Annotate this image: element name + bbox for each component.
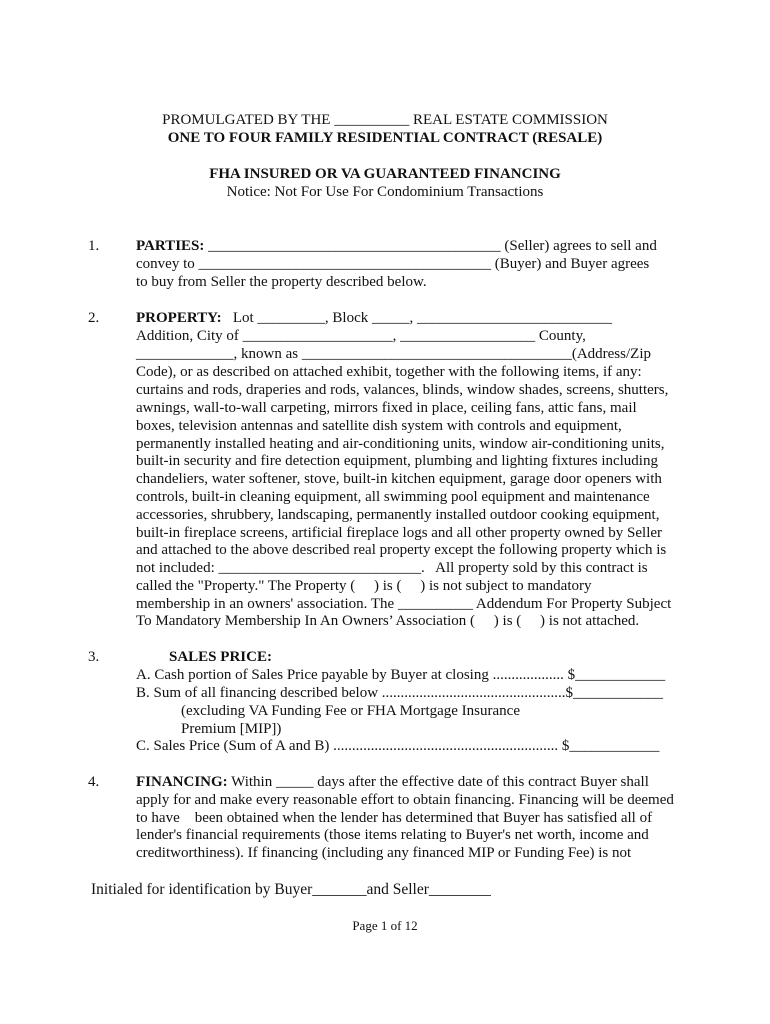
section-2-line: curtains and rods, draperies and rods, valances, blinds, window shades, screens, shutters, — [136, 382, 669, 398]
section-3-heading: SALES PRICE: — [169, 649, 272, 665]
section-2-line: accessories, shrubbery, landscaping, permanently installed outdoor cooking equipment, — [136, 507, 660, 523]
section-2-line: _____________, known as ____________________________________(Address/Zip — [136, 346, 651, 362]
section-2-line: Addition, City of ____________________, __________________ County, — [136, 328, 586, 344]
section-2-line: Code), or as described on attached exhibit, together with the following items, if any: — [136, 364, 642, 380]
header-promulgated: PROMULGATED BY THE __________ REAL ESTATE COMMISSION — [162, 112, 608, 128]
section-1-line — [136, 237, 657, 255]
section-2-line — [136, 309, 612, 327]
section-1-text: _______________________________________ (Seller) agrees to sell and — [204, 238, 657, 254]
section-2-heading: PROPERTY: — [136, 310, 222, 326]
section-4-text: Within _____ days after the effective date of this contract Buyer shall — [227, 774, 649, 790]
section-4-line: to have been obtained when the lender has determined that Buyer has satisfied all of — [136, 810, 653, 826]
sales-price-b: B. Sum of all financing described below .................................................$____________ — [136, 685, 664, 701]
section-2-line: chandeliers, water softener, stove, built-in kitchen equipment, garage door openers with — [136, 471, 662, 487]
section-4-line: apply for and make every reasonable effort to obtain financing. Financing will be deemed — [136, 792, 674, 808]
section-4-heading: FINANCING: — [136, 774, 228, 790]
section-1-line: convey to _______________________________________ (Buyer) and Buyer agrees — [136, 256, 650, 272]
sales-price-b-note: (excluding VA Funding Fee or FHA Mortgage Insurance — [181, 703, 520, 719]
section-4-line — [136, 773, 649, 791]
section-2-line: permanently installed heating and air-conditioning units, window air-conditioning units, — [136, 436, 665, 452]
section-2-line: controls, built-in cleaning equipment, all swimming pool equipment and maintenance — [136, 489, 650, 505]
section-2-line: built-in fireplace screens, artificial fireplace logs and all other property owned by Seller — [136, 525, 663, 541]
initials-line: Initialed for identification by Buyer_______and Seller________ — [91, 881, 491, 898]
financing-title: FHA INSURED OR VA GUARANTEED FINANCING — [209, 166, 561, 182]
section-1-line: to buy from Seller the property described below. — [136, 274, 427, 290]
sales-price-a: A. Cash portion of Sales Price payable by Buyer at closing ................... $____________ — [136, 667, 666, 683]
notice-line: Notice: Not For Use For Condominium Transactions — [226, 184, 544, 200]
section-2-line: not included: ___________________________. All property sold by this contract is — [136, 560, 648, 576]
section-4-line: creditworthiness). If financing (including any financed MIP or Funding Fee) is not — [136, 845, 632, 861]
section-2-line: and attached to the above described real property except the following property which is — [136, 542, 667, 558]
section-2-text: Lot _________, Block _____, __________________________ — [221, 310, 613, 326]
section-2-line: To Mandatory Membership In An Owners’ Association ( ) is ( ) is not attached. — [136, 613, 640, 629]
section-2-line: built-in security and fire detection equipment, plumbing and lighting fixtures including — [136, 453, 658, 469]
section-1-number: 1. — [88, 238, 100, 254]
section-3-number: 3. — [88, 649, 100, 665]
page-number: Page 1 of 12 — [352, 918, 418, 933]
sales-price-b-note: Premium [MIP]) — [181, 721, 282, 737]
section-2-line: boxes, television antennas and satellite dish system with controls and equipment, — [136, 418, 622, 434]
section-1-heading: PARTIES: — [136, 238, 205, 254]
section-2-line: membership in an owners' association. The __________ Addendum For Property Subject — [136, 596, 672, 612]
sales-price-c: C. Sales Price (Sum of A and B) ............................................................ $____________ — [136, 738, 660, 754]
section-4-line: lender's financial requirements (those items relating to Buyer's net worth, income and — [136, 827, 649, 843]
contract-title: ONE TO FOUR FAMILY RESIDENTIAL CONTRACT (RESALE) — [167, 130, 603, 146]
section-2-line: awnings, wall-to-wall carpeting, mirrors fixed in place, ceiling fans, attic fans, mail — [136, 400, 637, 416]
section-2-line: called the "Property." The Property ( ) is ( ) is not subject to mandatory — [136, 578, 592, 594]
section-2-number: 2. — [88, 310, 100, 326]
section-4-number: 4. — [88, 774, 100, 790]
